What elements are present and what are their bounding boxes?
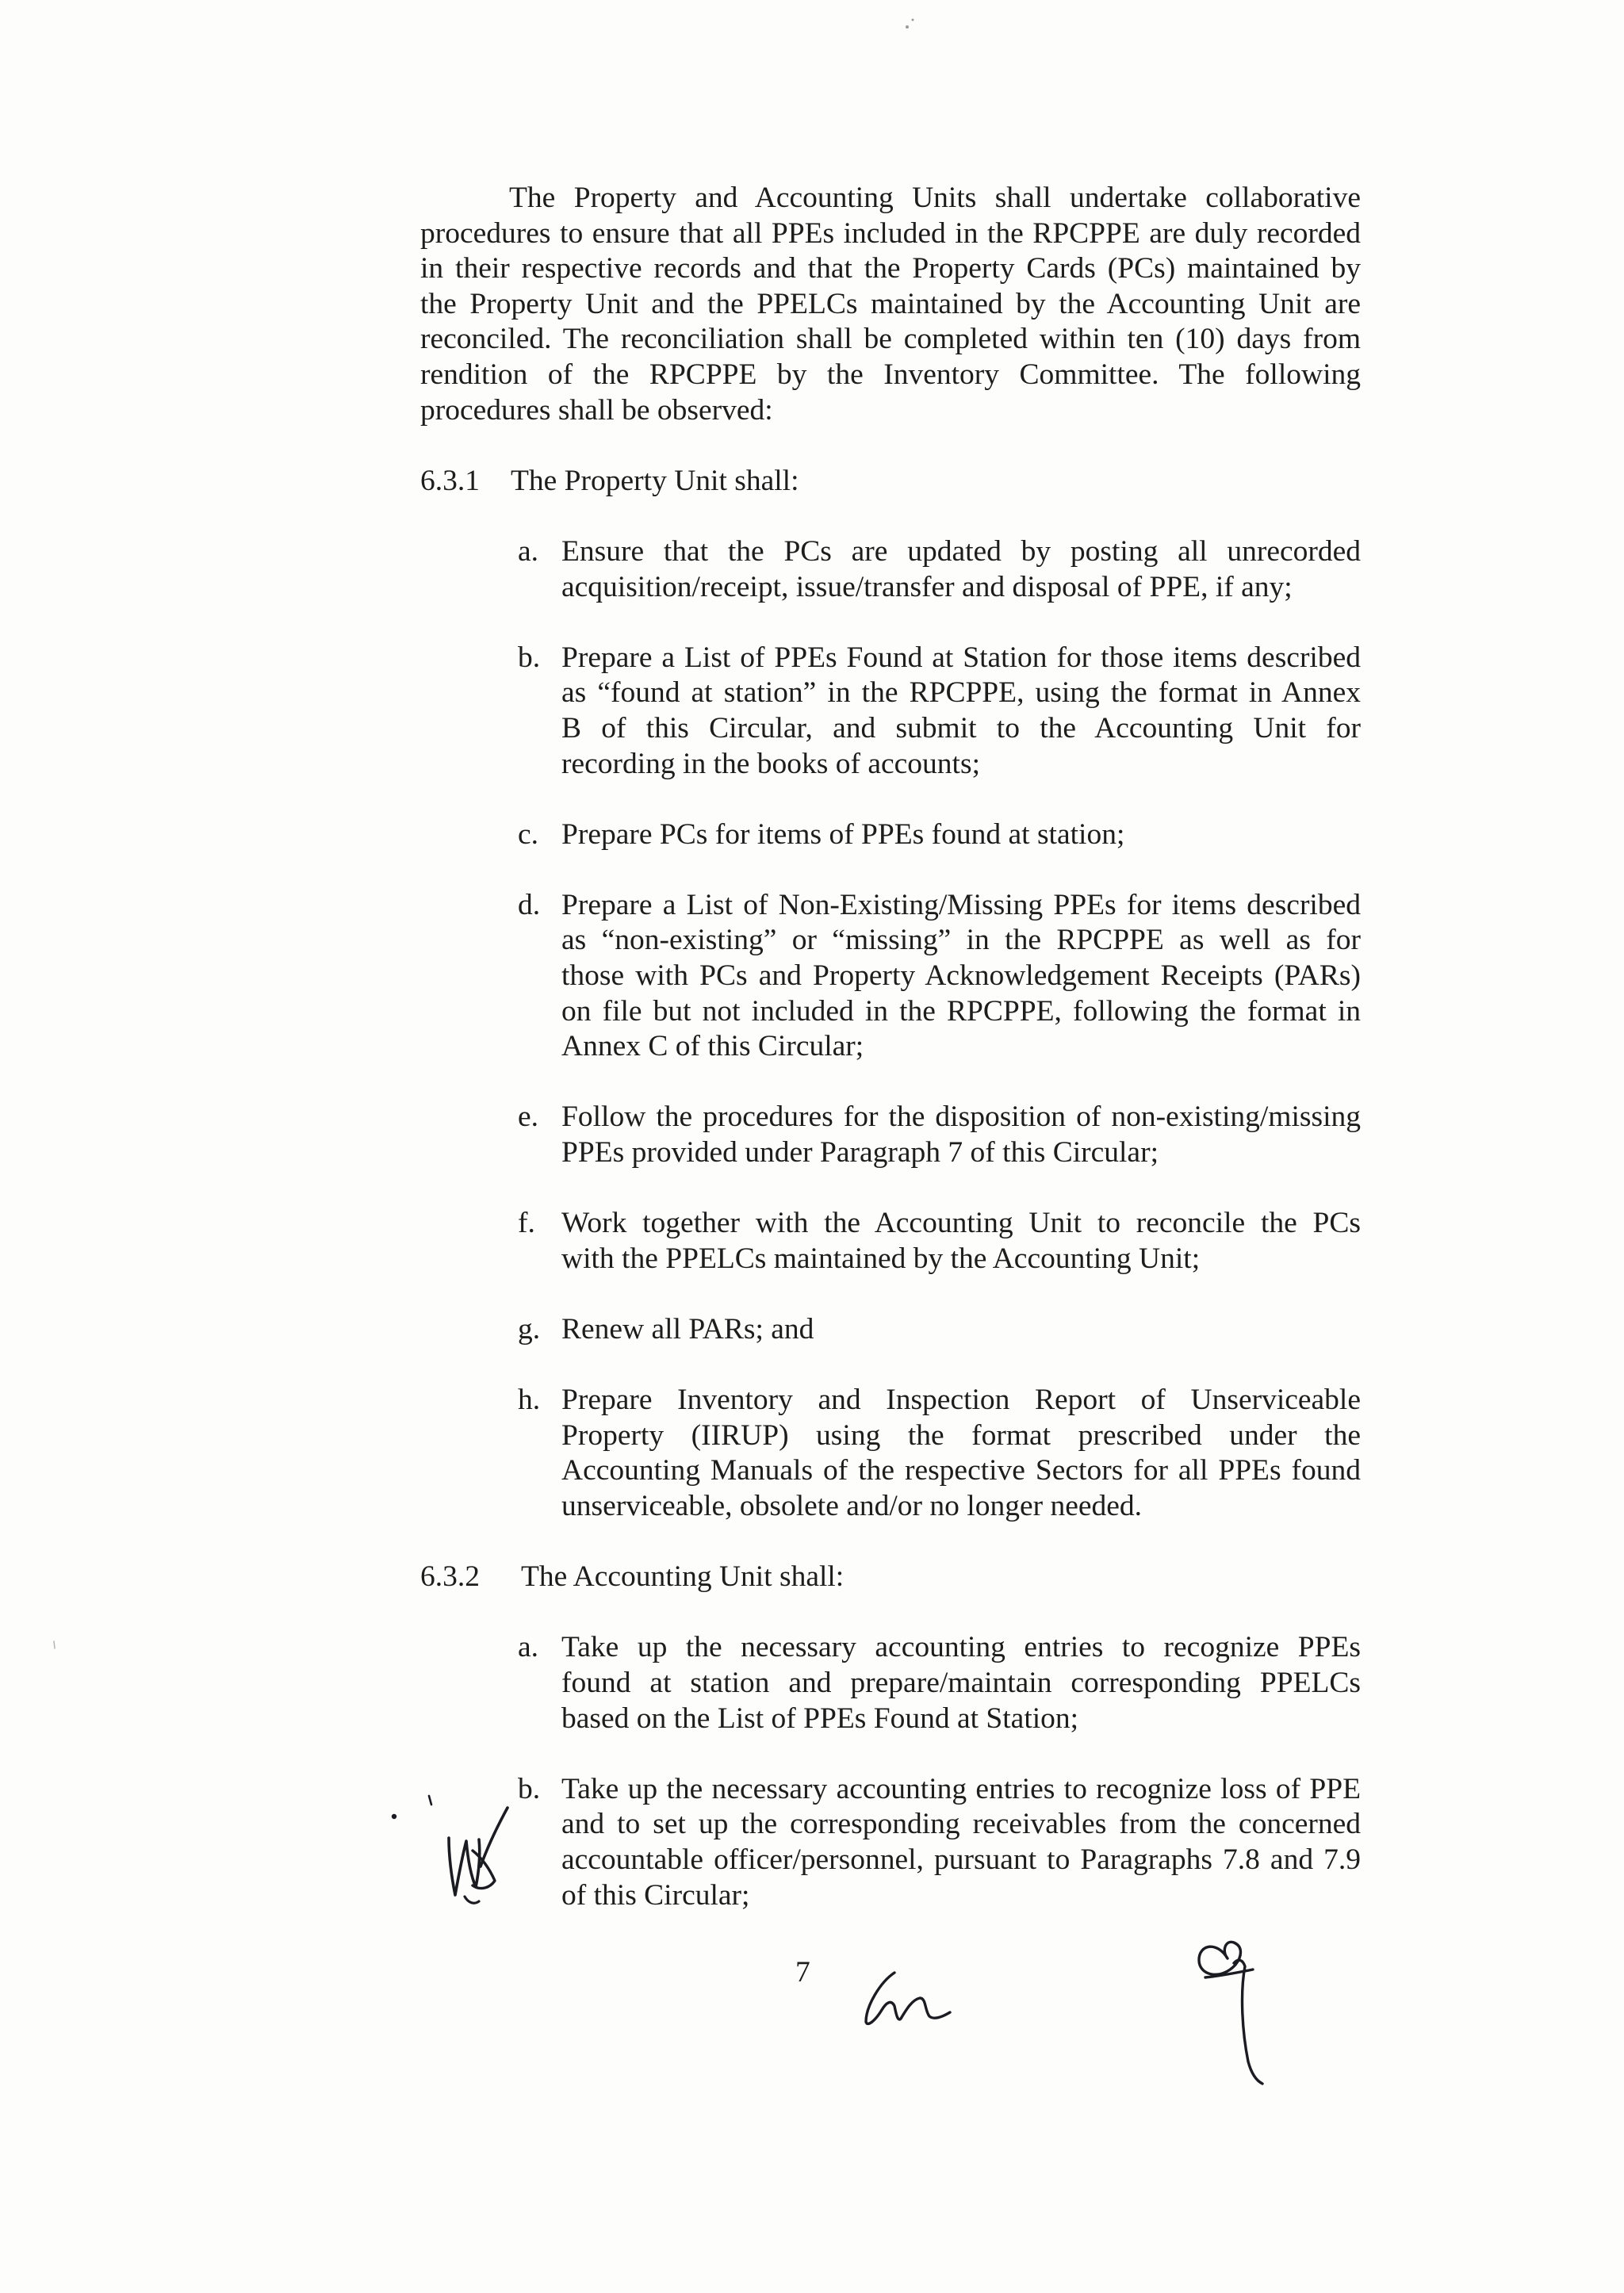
property-unit-item-h (420, 1383, 1361, 1524)
text-line: Property (IIRUP) using the format prescribed under the (561, 1418, 1361, 1452)
property-unit-item-g (420, 1312, 1361, 1348)
text-line: PPEs provided under Paragraph 7 of this Circular; (561, 1136, 1159, 1169)
property-unit-item-e (420, 1100, 1361, 1170)
text-line: Take up the necessary accounting entries to recognize PPEs (561, 1631, 1361, 1664)
text-line: of this Circular; (561, 1878, 750, 1912)
accounting-unit-item-b (420, 1772, 1361, 1913)
text-line: with the PPELCs maintained by the Accounting Unit; (561, 1242, 1201, 1275)
text-line: the Property Unit and the PPELCs maintained by the Accounting Unit are (420, 287, 1361, 320)
document-body (420, 181, 1361, 1913)
section-number: 6.3.2 (420, 1560, 480, 1594)
text-line: Prepare a List of PPEs Found at Station for those items described (561, 641, 1361, 674)
intro-paragraph (420, 181, 1361, 428)
list-item-letter: d. (518, 888, 541, 921)
text-line: as “non-existing” or “missing” in the RPCPPE as well as for (561, 924, 1361, 957)
text-line: Accounting Manuals of the respective Sectors for all PPEs found (561, 1454, 1361, 1487)
ink-dot (392, 1814, 396, 1819)
property-unit-item-f (420, 1206, 1361, 1277)
text-line: reconciled. The reconciliation shall be completed within ten (10) days from (420, 323, 1361, 356)
text-line: and to set up the corresponding receivables from the concerned (561, 1808, 1361, 1841)
scan-speck (54, 1641, 55, 1648)
list-item-letter: a. (518, 1631, 539, 1664)
text-line: Take up the necessary accounting entries to recognize loss of PPE (561, 1772, 1361, 1805)
text-line: Prepare PCs for items of PPEs found at station; (561, 817, 1125, 851)
text-line: recording in the books of accounts; (561, 747, 980, 780)
text-line: based on the List of PPEs Found at Station; (561, 1702, 1079, 1735)
initials-stroke (1199, 1942, 1241, 1974)
list-item-letter: g. (518, 1313, 541, 1346)
section-number: 6.3.1 (420, 464, 480, 497)
text-line: acquisition/receipt, issue/transfer and disposal of PPE, if any; (561, 570, 1293, 603)
text-line: Annex C of this Circular; (561, 1030, 864, 1063)
list-item-letter: b. (518, 1772, 541, 1805)
text-line: procedures shall be observed: (420, 393, 773, 427)
scan-speck (906, 25, 909, 29)
section-title: The Accounting Unit shall: (521, 1560, 845, 1594)
accounting-unit-item-a (420, 1630, 1361, 1736)
text-line: as “found at station” in the RPCPPE, using the format in Annex (561, 676, 1361, 710)
property-unit-item-b (420, 641, 1361, 782)
text-line: Prepare Inventory and Inspection Report of Unserviceable (561, 1384, 1361, 1417)
section-heading-6-3-2 (420, 1560, 1361, 1595)
text-line: on file but not included in the RPCPPE, following the format in (561, 994, 1361, 1028)
property-unit-item-d (420, 888, 1361, 1065)
right-initials (1199, 1942, 1262, 2084)
property-unit-item-a (420, 534, 1361, 605)
text-line: B of this Circular, and submit to the Accounting Unit for (561, 711, 1361, 745)
list-item-letter: e. (518, 1101, 539, 1134)
initials-stroke (1234, 1960, 1262, 2084)
text-line: The Property and Accounting Units shall undertake collaborative (509, 182, 1361, 214)
list-item-letter: b. (518, 641, 541, 674)
text-line: accountable officer/personnel, pursuant to Paragraphs 7.8 and 7.9 (561, 1843, 1361, 1876)
text-line: Work together with the Accounting Unit to reconcile the PCs (561, 1207, 1361, 1240)
text-line: unserviceable, obsolete and/or no longer needed. (561, 1489, 1143, 1522)
text-line: Follow the procedures for the disposition of non-existing/missing (561, 1101, 1361, 1134)
list-item-letter: a. (518, 534, 539, 568)
text-line: procedures to ensure that all PPEs included in the RPCPPE are duly recorded (420, 216, 1361, 250)
text-line: rendition of the RPCPPE by the Inventory Committee. The following (420, 358, 1361, 391)
initials-stroke (866, 1973, 950, 2023)
center-initials (866, 1973, 950, 2023)
list-item-letter: c. (518, 817, 539, 851)
list-item-letter: f. (518, 1207, 535, 1240)
text-line: those with PCs and Property Acknowledgement Receipts (PARs) (561, 959, 1361, 993)
section-title: The Property Unit shall: (511, 464, 799, 497)
initials-stroke (1205, 1970, 1253, 1977)
property-unit-item-c (420, 817, 1361, 853)
text-line: Renew all PARs; and (561, 1313, 814, 1346)
page-number: 7 (795, 1956, 810, 1989)
text-line: in their respective records and that the Property Cards (PCs) maintained by (420, 252, 1361, 285)
text-line: Prepare a List of Non-Existing/Missing PPEs for items described (561, 888, 1361, 921)
text-line: found at station and prepare/maintain corresponding PPELCs (561, 1666, 1361, 1699)
list-item-letter: h. (518, 1384, 541, 1417)
text-line: Ensure that the PCs are updated by posting all unrecorded (561, 534, 1361, 568)
section-heading-6-3-1 (420, 464, 1361, 500)
scan-speck (912, 19, 914, 21)
